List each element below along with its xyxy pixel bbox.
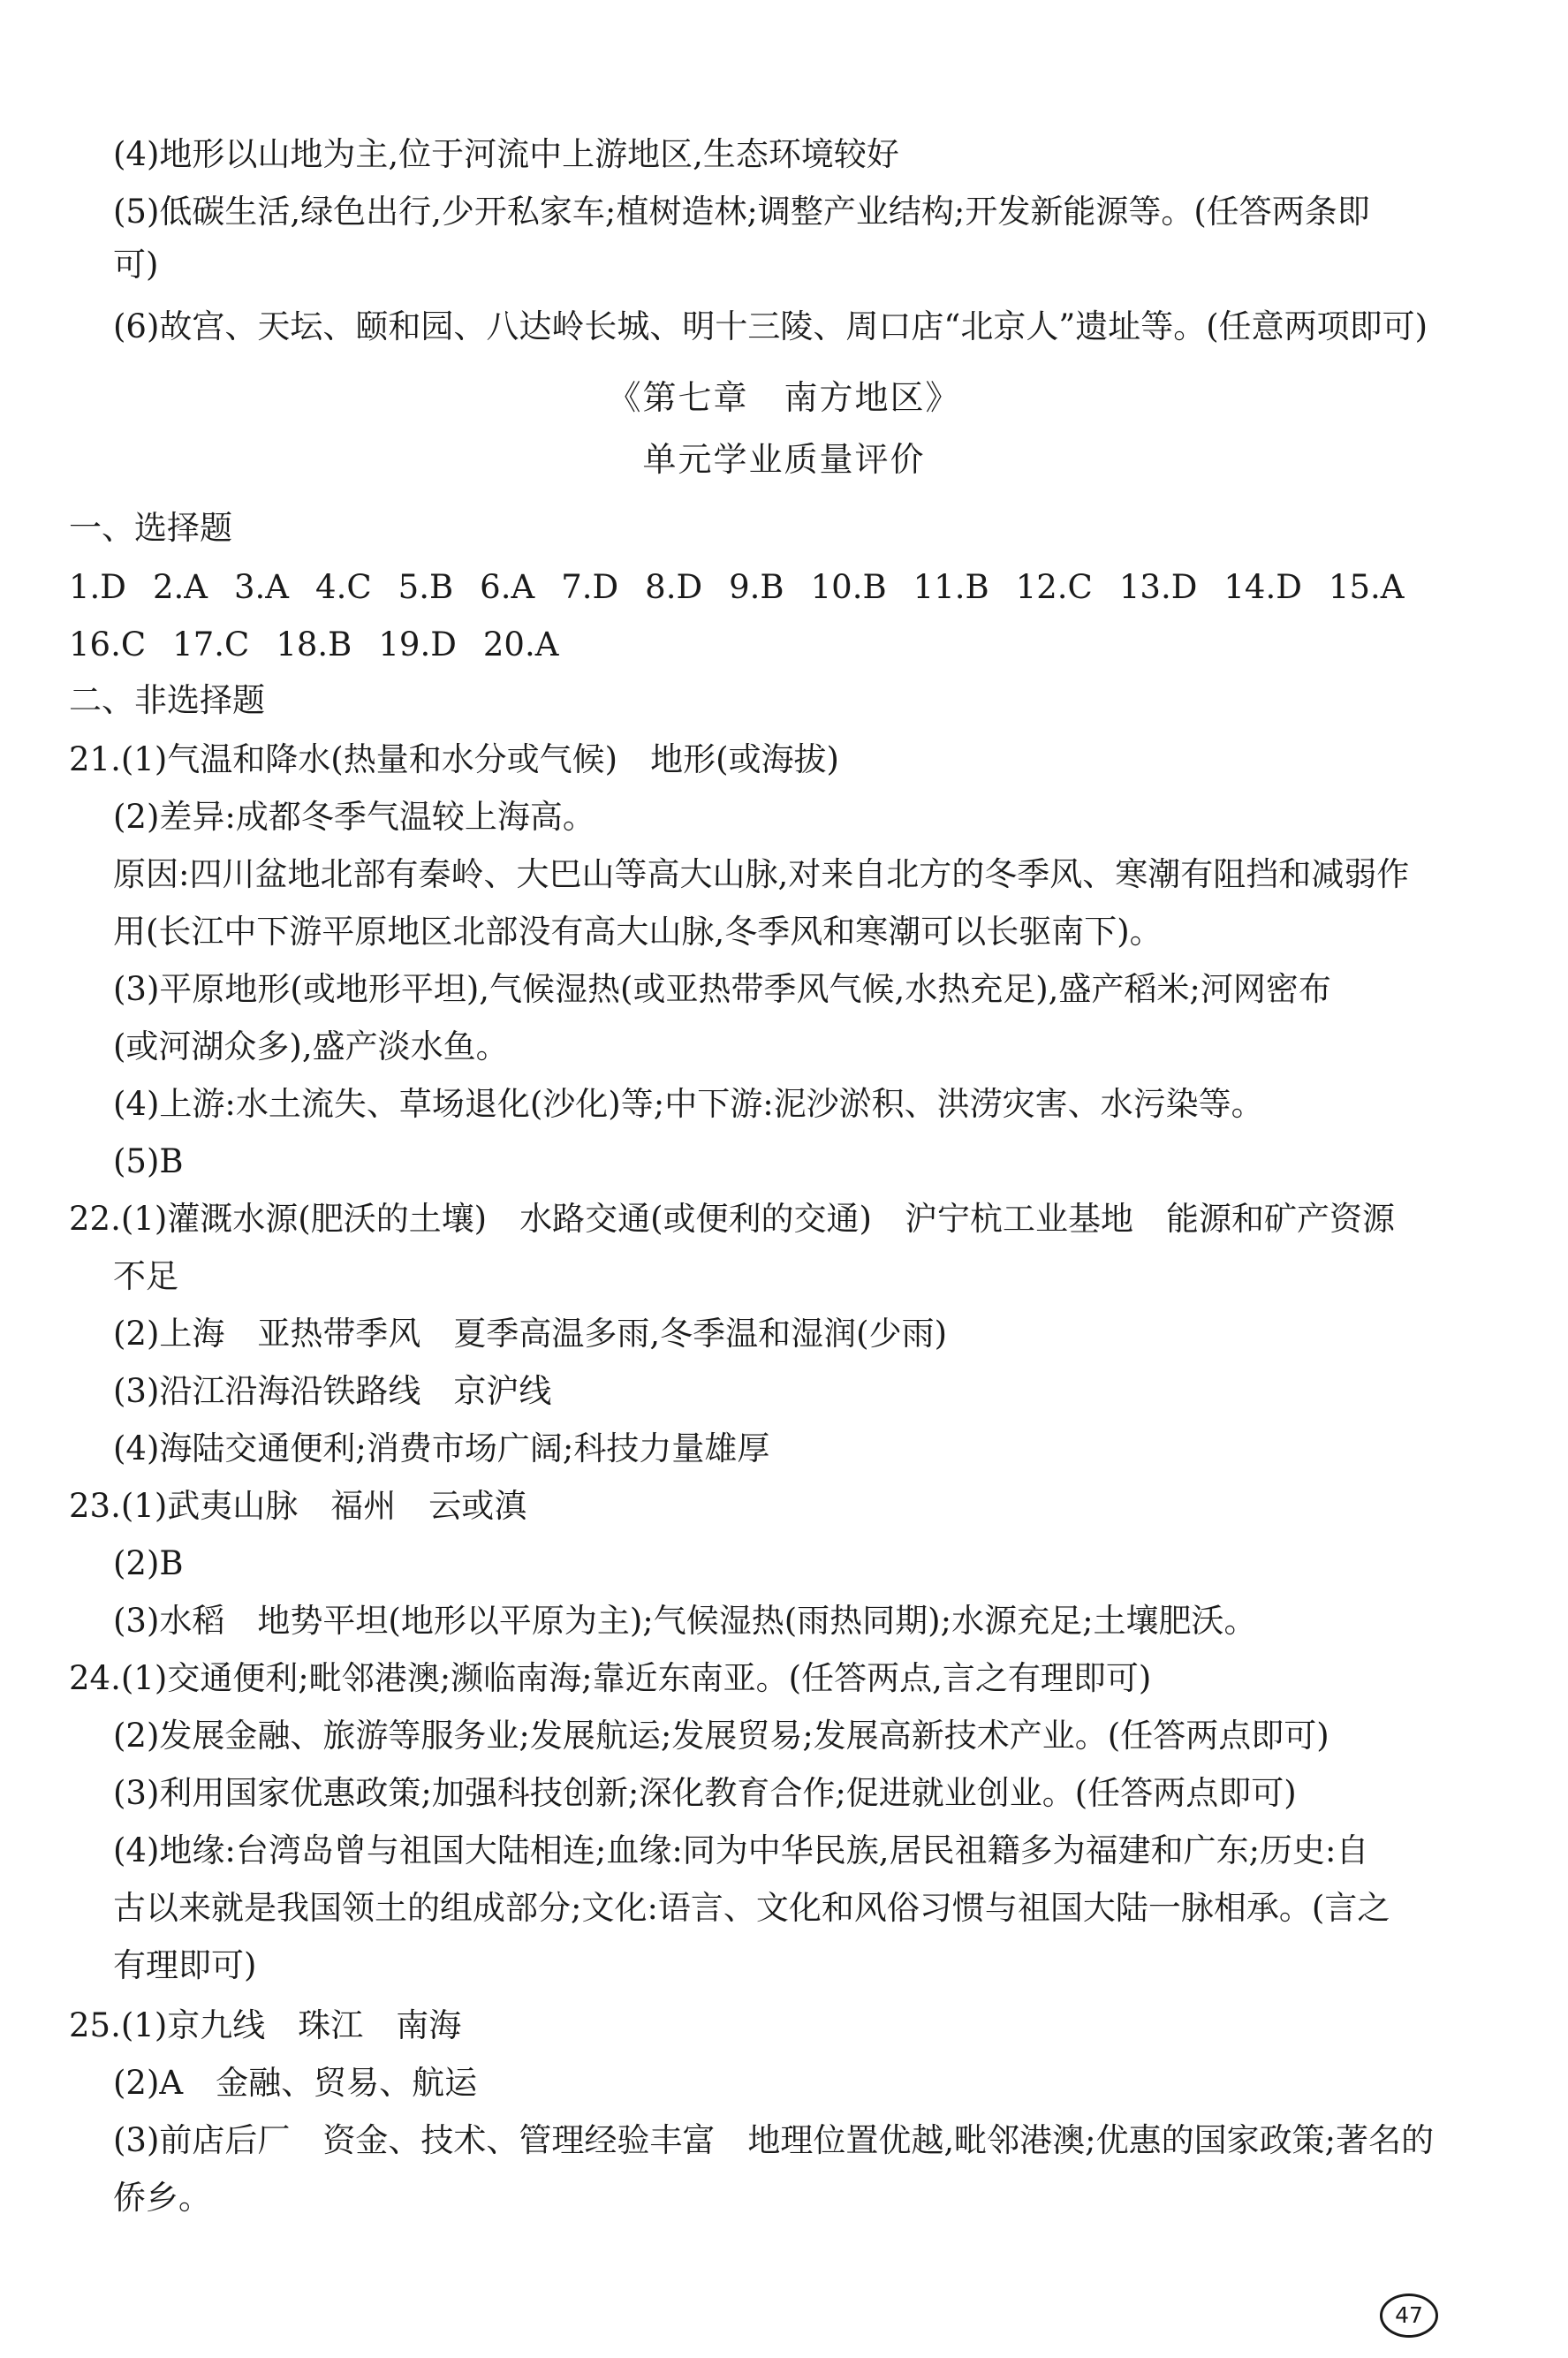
answer-line: (4)地形以山地为主,位于河流中上游地区,生态环境较好 <box>113 135 899 173</box>
answer-line: 不足 <box>113 1257 178 1295</box>
answer-line: (3)平原地形(或地形平坦),气候湿热(或亚热带季风气候,水热充足),盛产稻米;河网密布 <box>113 970 1331 1008</box>
unit-title: 单元学业质量评价 <box>642 440 926 479</box>
mc-answer: 5.B <box>398 568 454 606</box>
mc-answers-row-2 <box>0 623 1568 667</box>
mc-answer: 13.D <box>1118 568 1198 606</box>
answer-line: 24.(1)交通便利;毗邻港澳;濒临南海;靠近东南亚。(任答两点,言之有理即可) <box>69 1659 1152 1697</box>
answer-line: (4)上游:水土流失、草场退化(沙化)等;中下游:泥沙淤积、洪涝灾害、水污染等。 <box>113 1085 1264 1123</box>
mc-answer: 4.C <box>315 568 372 606</box>
mc-answer: 1.D <box>69 568 126 606</box>
mc-answer: 19.D <box>378 626 457 663</box>
answer-line: (3)利用国家优惠政策;加强科技创新;深化教育合作;促进就业创业。(任答两点即可) <box>113 1774 1297 1812</box>
mc-answers-row-1 <box>0 565 1568 610</box>
page-number-badge: 47 <box>1380 2294 1438 2338</box>
answer-line: (2)发展金融、旅游等服务业;发展航运;发展贸易;发展高新技术产业。(任答两点即可) <box>113 1717 1329 1755</box>
answer-line: (2)上海 亚热带季风 夏季高温多雨,冬季温和湿润(少雨) <box>113 1315 948 1353</box>
answer-line: (4)地缘:台湾岛曾与祖国大陆相连;血缘:同为中华民族,居民祖籍多为福建和广东;历史:自 <box>113 1831 1369 1869</box>
answer-line: 侨乡。 <box>113 2179 211 2217</box>
answer-line: 22.(1)灌溉水源(肥沃的土壤) 水路交通(或便利的交通) 沪宁杭工业基地 能源和矿产资源 <box>69 1200 1395 1238</box>
mc-answer: 16.C <box>69 626 147 663</box>
mc-answer: 18.B <box>276 626 352 663</box>
answer-line: 古以来就是我国领土的组成部分;文化:语言、文化和风俗习惯与祖国大陆一脉相承。(言之 <box>113 1889 1390 1927</box>
mc-answer: 8.D <box>645 568 703 606</box>
answer-line: (3)水稻 地势平坦(地形以平原为主);气候湿热(雨热同期);水源充足;土壤肥沃。 <box>113 1602 1257 1640</box>
mc-answer: 9.B <box>729 568 784 606</box>
mc-answer: 12.C <box>1015 568 1093 606</box>
section-heading-nonchoice: 二、非选择题 <box>69 681 265 719</box>
answer-line: (3)前店后厂 资金、技术、管理经验丰富 地理位置优越,毗邻港澳;优惠的国家政策;著名的 <box>113 2121 1435 2159</box>
section-heading-choice: 一、选择题 <box>69 509 232 547</box>
answer-line: (5)低碳生活,绿色出行,少开私家车;植树造林;调整产业结构;开发新能源等。(任答两条即 <box>113 193 1370 231</box>
answer-line: (2)差异:成都冬季气温较上海高。 <box>113 798 595 836</box>
mc-answer: 2.A <box>152 568 208 606</box>
mc-answer: 20.A <box>482 626 559 663</box>
mc-answer: 14.D <box>1223 568 1302 606</box>
answer-line: 有理即可) <box>113 1946 257 1984</box>
answer-line: 23.(1)武夷山脉 福州 云或滇 <box>69 1487 527 1525</box>
answer-line: (5)B <box>113 1142 184 1180</box>
answer-line: (6)故宫、天坛、颐和园、八达岭长城、明十三陵、周口店“北京人”遗址等。(任意两项即可) <box>113 307 1428 345</box>
answer-line: 用(长江中下游平原地区北部没有高大山脉,冬季风和寒潮可以长驱南下)。 <box>113 913 1163 951</box>
answer-line: 原因:四川盆地北部有秦岭、大巴山等高大山脉,对来自北方的冬季风、寒潮有阻挡和减弱作 <box>113 855 1410 893</box>
answer-line: (2)A 金融、贸易、航运 <box>113 2064 478 2102</box>
answer-line: 25.(1)京九线 珠江 南海 <box>69 2006 462 2044</box>
answer-line: (4)海陆交通便利;消费市场广阔;科技力量雄厚 <box>113 1429 770 1467</box>
answer-line: (或河湖众多),盛产淡水鱼。 <box>113 1027 509 1065</box>
mc-answer: 6.A <box>480 568 535 606</box>
mc-answer: 7.D <box>561 568 619 606</box>
answer-line: 21.(1)气温和降水(热量和水分或气候) 地形(或海拔) <box>69 740 839 778</box>
mc-answer: 3.A <box>234 568 290 606</box>
answer-line: 可) <box>113 246 159 284</box>
mc-answer: 11.B <box>913 568 989 606</box>
mc-answer: 17.C <box>172 626 250 663</box>
chapter-title: 《第七章 南方地区》 <box>607 378 961 417</box>
mc-answer: 10.B <box>810 568 887 606</box>
mc-answer: 15.A <box>1328 568 1405 606</box>
answer-line: (3)沿江沿海沿铁路线 京沪线 <box>113 1372 552 1410</box>
answer-line: (2)B <box>113 1544 184 1582</box>
